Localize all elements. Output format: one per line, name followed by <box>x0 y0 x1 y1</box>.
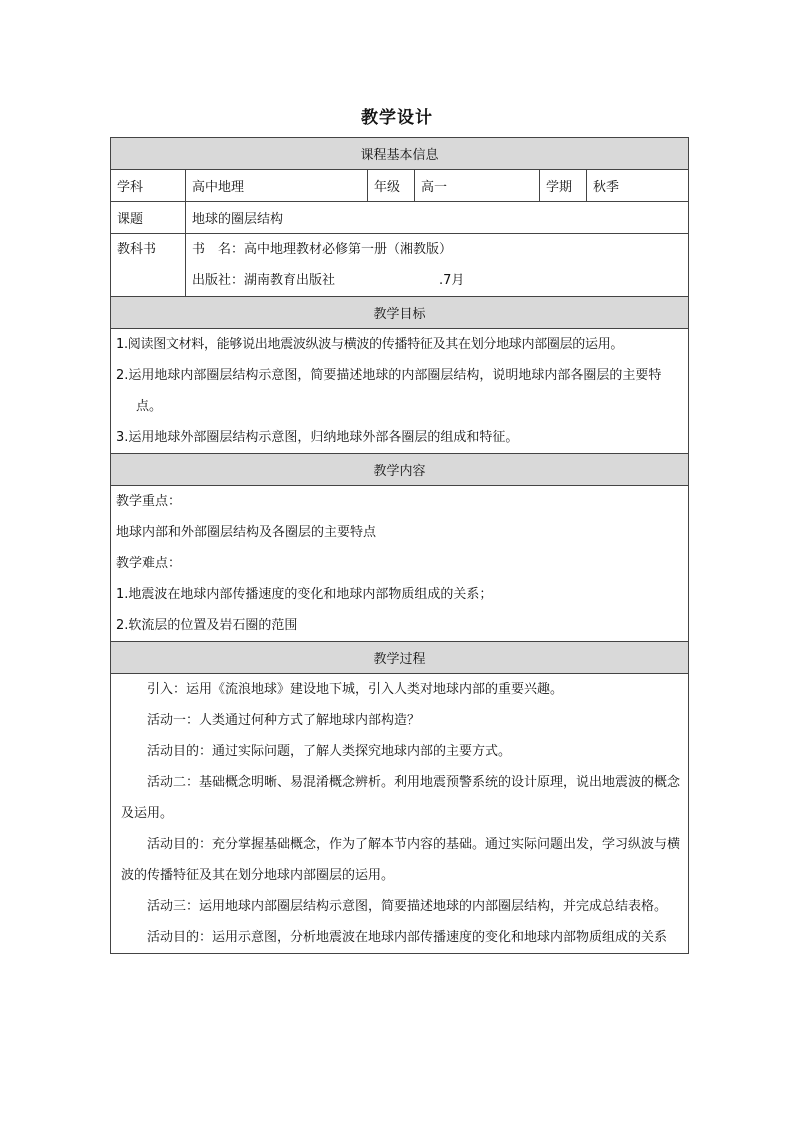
textbook-date: .7月 <box>439 273 465 288</box>
section-header-basic-info: 课程基本信息 <box>111 138 689 170</box>
process-paragraph: 活动目的：通过实际问题，了解人类探究地球内部的主要方式。 <box>147 744 512 759</box>
process-paragraph: 活动一：人类通过何种方式了解地球内部构造？ <box>147 713 421 728</box>
difficulties-label: 教学难点： <box>116 556 182 571</box>
section-header-objectives: 教学目标 <box>111 297 689 329</box>
subject-label: 学科 <box>111 170 186 202</box>
textbook-info <box>186 234 689 297</box>
difficulty-item: 2.软流层的位置及岩石圈的范围 <box>116 618 298 633</box>
process-body <box>111 674 689 954</box>
textbook-name: 书 名：高中地理教材必修第一册（湘教版） <box>192 242 453 257</box>
section-header-process: 教学过程 <box>111 642 689 674</box>
page-title: 教学设计 <box>361 108 433 128</box>
difficulty-item: 1.地震波在地球内部传播速度的变化和地球内部物质组成的关系； <box>116 587 493 602</box>
objective-item: 2.运用地球内部圈层结构示意图，简要描述地球的内部圈层结构，说明地球内部各圈层的主要特点。 <box>116 368 662 414</box>
subject-value: 高中地理 <box>186 170 368 202</box>
textbook-label-cell <box>111 234 186 297</box>
objective-item: 3.运用地球外部圈层结构示意图，归纳地球外部各圈层的组成和特征。 <box>116 430 519 445</box>
process-paragraph: 活动二：基础概念明晰、易混淆概念辨析。利用地震预警系统的设计原理，说出地震波的概念及运用。 <box>121 775 681 821</box>
term-label: 学期 <box>540 170 587 202</box>
content-body <box>111 486 689 642</box>
process-paragraph: 活动目的：运用示意图，分析地震波在地球内部传播速度的变化和地球内部物质组成的关系 <box>147 930 668 945</box>
textbook-publisher: 出版社：湖南教育出版社 <box>192 273 336 288</box>
topic-label: 课题 <box>111 202 186 234</box>
process-paragraph: 引入：运用《流浪地球》建设地下城，引入人类对地球内部的重要兴趣。 <box>147 682 564 697</box>
key-points-text: 地球内部和外部圈层结构及各圈层的主要特点 <box>116 525 377 540</box>
process-paragraph: 活动三：运用地球内部圈层结构示意图，简要描述地球的内部圈层结构，并完成总结表格。 <box>147 899 668 914</box>
grade-value: 高一 <box>415 170 540 202</box>
objective-item: 1.阅读图文材料，能够说出地震波纵波与横波的传播特征及其在划分地球内部圈层的运用。 <box>116 337 624 352</box>
key-points-label: 教学重点： <box>116 494 182 509</box>
textbook-label: 教科书 <box>117 242 157 257</box>
section-header-content: 教学内容 <box>111 454 689 486</box>
process-paragraph: 活动目的：充分掌握基础概念，作为了解本节内容的基础。通过实际问题出发，学习纵波与横波的传播特征及其在划分地球内部圈层的运用。 <box>121 837 681 883</box>
grade-label: 年级 <box>368 170 415 202</box>
objectives-body <box>111 329 689 454</box>
term-value: 秋季 <box>587 170 689 202</box>
lesson-plan-table <box>110 137 689 954</box>
topic-value: 地球的圈层结构 <box>186 202 689 234</box>
textbook-publisher-line <box>192 265 682 296</box>
